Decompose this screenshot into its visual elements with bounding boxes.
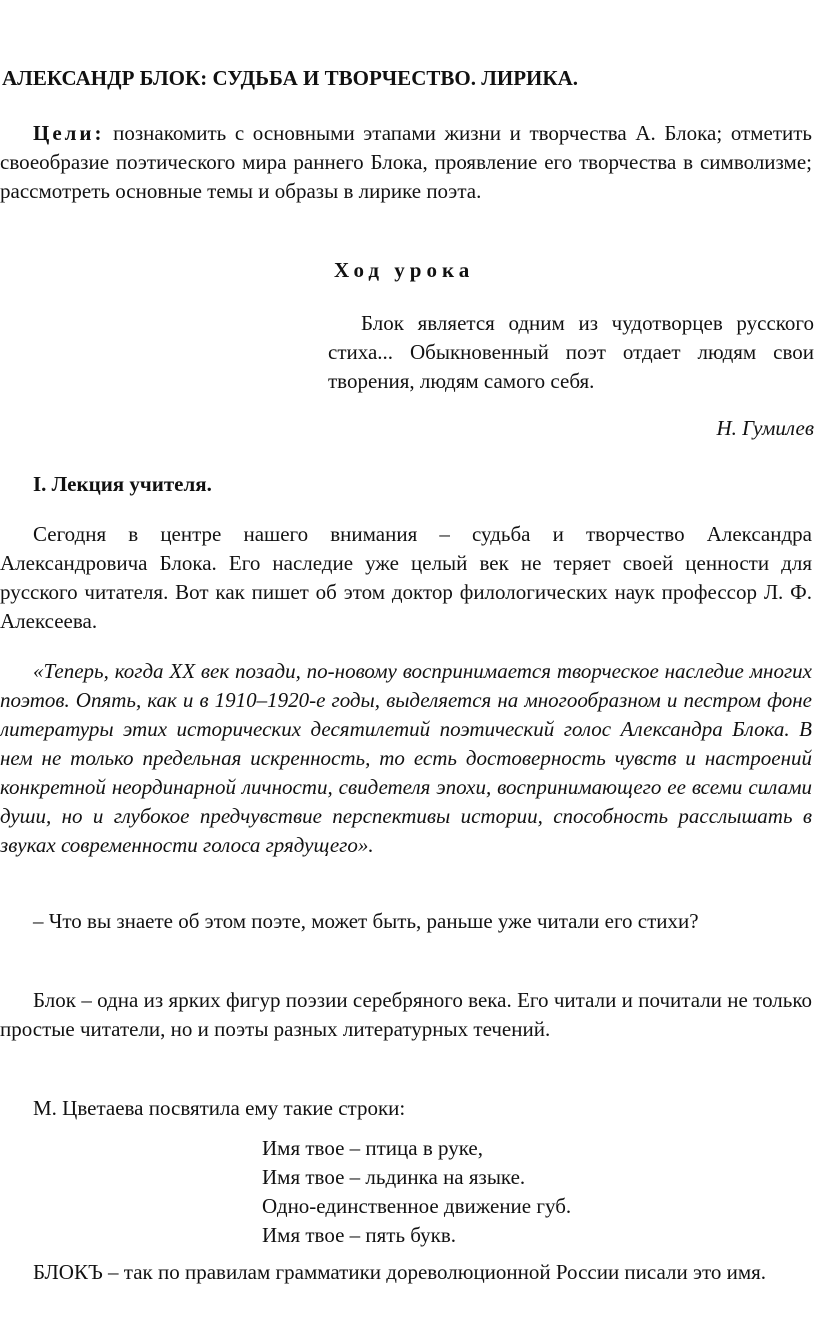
poem-line: Одно-единственное движение губ. bbox=[262, 1194, 572, 1218]
paragraph-silver-age: Блок – одна из ярких фигур поэзии серебряного века. Его читали и почитали не только простые читатели, но и поэты разных литературных течений. bbox=[0, 988, 812, 1041]
poem-line: Имя твое – льдинка на языке. bbox=[262, 1165, 526, 1189]
poem-line: Имя твое – пять букв. bbox=[262, 1223, 457, 1247]
goals-text: познакомить с основными этапами жизни и творчества А. Блока; отметить своеобразие поэтического мира раннего Блока, проявление его творчества в символизме; рассмотреть основные темы и образы в лирике поэта. bbox=[0, 121, 812, 203]
poem-line: Имя твое – птица в руке, bbox=[262, 1136, 483, 1160]
section-heading: I. Лекция учителя. bbox=[33, 472, 212, 496]
goals-label: Цели: bbox=[33, 121, 105, 145]
epigraph-author: Н. Гумилев bbox=[716, 416, 814, 440]
goals-paragraph bbox=[0, 119, 812, 206]
question-paragraph: – Что вы знаете об этом поэте, может быть, раньше уже читали его стихи? bbox=[33, 909, 699, 933]
epigraph-text: Блок является одним из чудотворцев русского стиха... Обыкновенный поэт отдает людям свои творения, людям самого себя. bbox=[328, 311, 814, 393]
paragraph-tsvetaeva: М. Цветаева посвятила ему такие строки: bbox=[33, 1096, 406, 1120]
document-title: АЛЕКСАНДР БЛОК: СУДЬБА И ТВОРЧЕСТВО. ЛИРИКА. bbox=[2, 66, 578, 90]
paragraph-name: БЛОКЪ – так по правилам грамматики дореволюционной России писали это имя. bbox=[33, 1260, 767, 1284]
quote-paragraph: «Теперь, когда XX век позади, по-новому воспринимается творческое наследие многих поэтов. Опять, как и в 1910–1920-е годы, выделяется на многообразном и пестром фоне литературы этих исторических десятилетий поэтический голос Александра Блока. В нем не только предельная искренность, то есть достоверность чувств и настроений конкретной неординарной личности, свидетеля эпохи, воспринимающего ее всеми силами души, но и глубокое предчувствие перспективы истории, способность расслышать в звуках современности голоса грядущего». bbox=[0, 659, 812, 857]
paragraph-intro: Сегодня в центре нашего внимания – судьба и творчество Александра Александровича Блока. Его наследие уже целый век не теряет своей ценности для русского читателя. Вот как пишет об этом доктор филологических наук профессор Л. Ф. Алексеева. bbox=[0, 522, 812, 633]
lesson-heading: Ход урока bbox=[334, 258, 475, 282]
poem-block bbox=[262, 1134, 571, 1250]
